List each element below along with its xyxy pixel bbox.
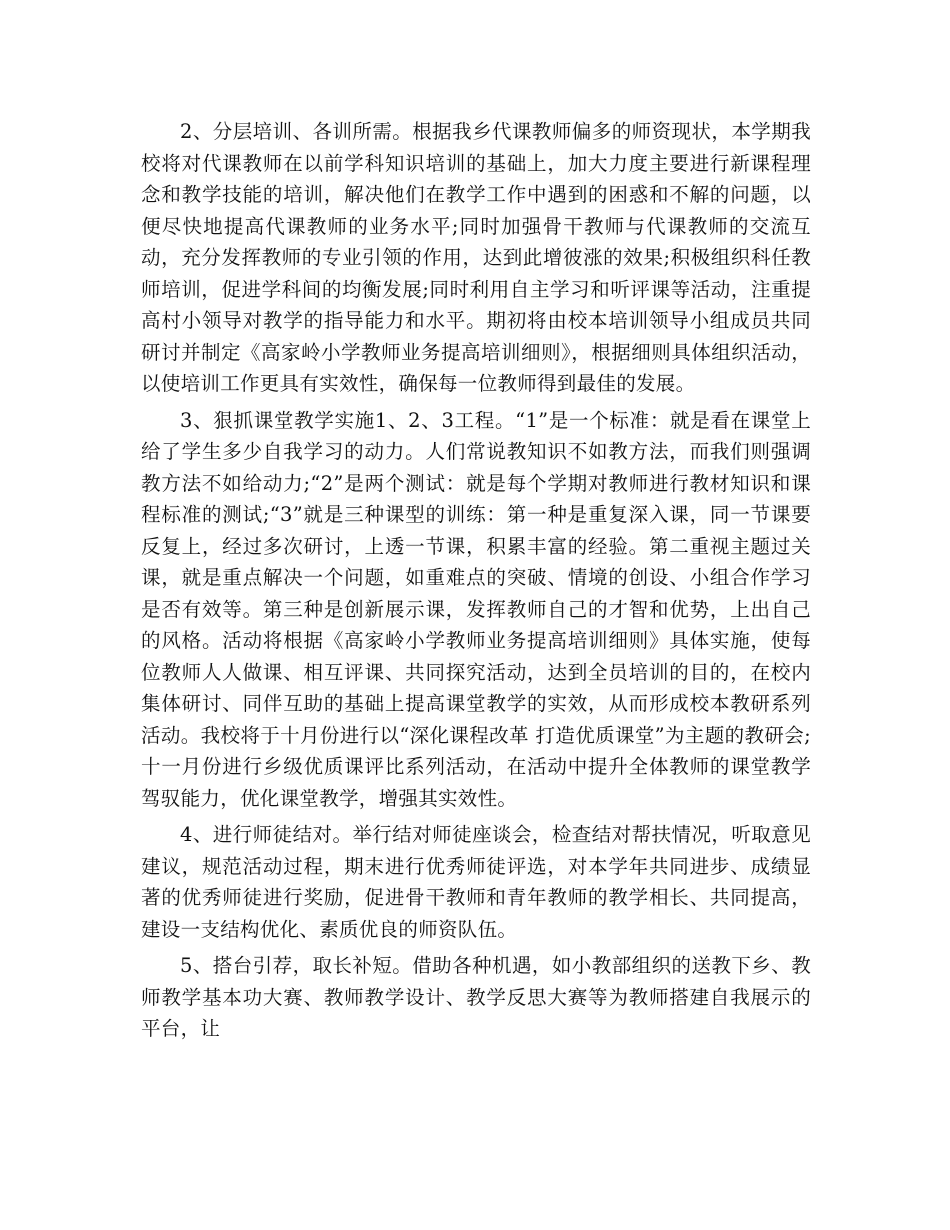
document-body — [141, 116, 811, 1050]
paragraph-5-platform: 5、搭台引荐，取长补短。借助各种机遇，如小教部组织的送教下乡、教师教学基本功大赛、教师教学设计、教学反思大赛等为教师搭建自我展示的平台，让 — [141, 954, 811, 1040]
paragraph-4-mentoring: 4、进行师徒结对。举行结对师徒座谈会，检查结对帮扶情况，听取意见建议，规范活动过程，期末进行优秀师徒评选，对本学年共同进步、成绩显著的优秀师徒进行奖励，促进骨干教师和青年教师的教学相长、共同提高，建设一支结构优化、素质优良的师资队伍。 — [141, 823, 811, 941]
paragraph-2-layered-training: 2、分层培训、各训所需。根据我乡代课教师偏多的师资现状，本学期我校将对代课教师在以前学科知识培训的基础上，加大力度主要进行新课程理念和教学技能的培训，解决他们在教学工作中遇到的困惑和不解的问题，以便尽快地提高代课教师的业务水平;同时加强骨干教师与代课教师的交流互动，充分发挥教师的专业引领的作用，达到此增彼涨的效果;积极组织科任教师培训，促进学科间的均衡发展;同时利用自主学习和听评课等活动，注重提高村小领导对教学的指导能力和水平。期初将由校本培训领导小组成员共同研讨并制定《高家岭小学教师业务提高培训细则》，根据细则具体组织活动，以使培训工作更具有实效性，确保每一位教师得到最佳的发展。 — [141, 120, 811, 395]
paragraph-3-classroom-teaching: 3、狠抓课堂教学实施1、2、3工程。“1”是一个标准：就是看在课堂上给了学生多少自我学习的动力。人们常说教知识不如教方法，而我们则强调教方法不如给动力;“2”是两个测试：就是每个学期对教师进行教材知识和课程标准的测试;“3”就是三种课型的训练：第一种是重复深入课，同一节课要反复上，经过多次研讨，上透一节课，积累丰富的经验。第二重视主题过关课，就是重点解决一个问题，如重难点的突破、情境的创设、小组合作学习是否有效等。第三种是创新展示课，发挥教师自己的才智和优势，上出自己的风格。活动将根据《高家岭小学教师业务提高培训细则》具体实施，使每位教师人人做课、相互评课、共同探究活动，达到全员培训的目的，在校内集体研讨、同伴互助的基础上提高课堂教学的实效，从而形成校本教研系列活动。我校将于十月份进行以“深化课程改革 打造优质课堂”为主题的教研会;十一月份进行乡级优质课评比系列活动，在活动中提升全体教师的课堂教学驾驭能力，优化课堂教学，增强其实效性。 — [141, 408, 811, 810]
